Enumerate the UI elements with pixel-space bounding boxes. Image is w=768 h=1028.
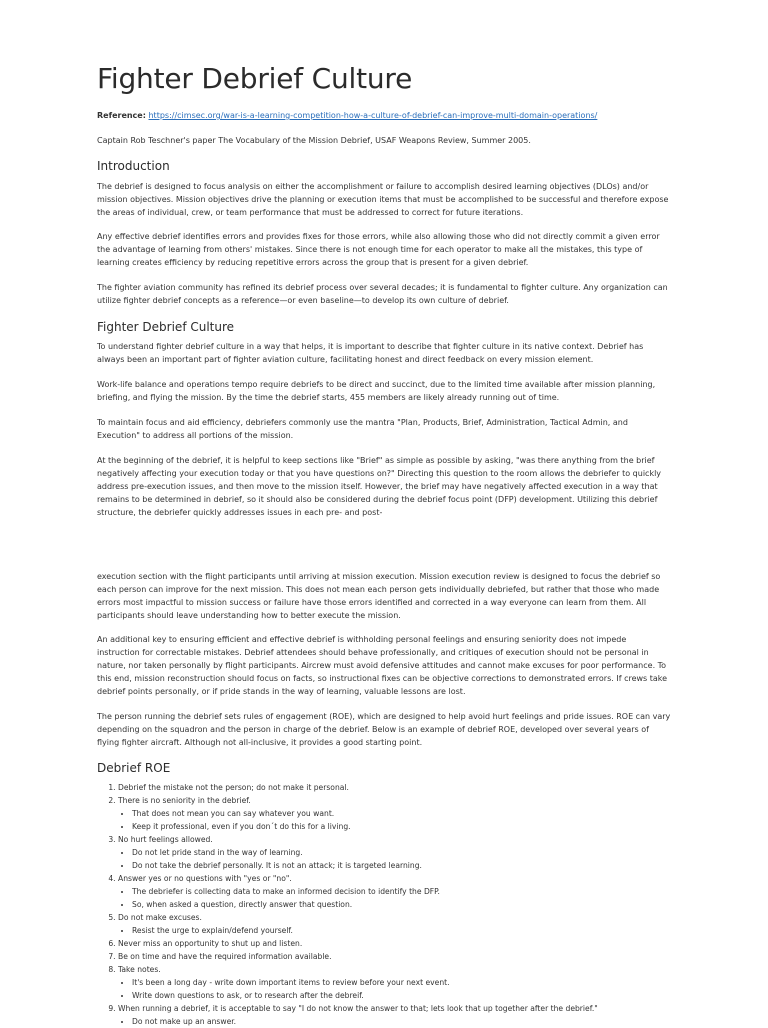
roe-item (118, 937, 671, 950)
roe-item-text: Do not make excuses. (118, 913, 202, 922)
culture-paragraph-7: The person running the debrief sets rules of engagement (ROE), which are designed to help avoid hurt feelings and pride issues. ROE can vary depending on the squadron and the person in charge of the debrief. Below is an example of debrief ROE, developed over several years of flying fighter aircraft. Although not all-inclusive, it provides a good starting point. (97, 712, 671, 747)
roe-subitem: • It's been a long day - write down important items to review before your next event. (132, 976, 671, 989)
roe-item (118, 950, 671, 963)
roe-sublist (118, 1015, 671, 1028)
reference-link[interactable]: https://cimsec.org/war-is-a-learning-competition-how-a-culture-of-debrief-can-improve-multi-domain-operations/ (148, 111, 598, 120)
roe-sublist (118, 807, 671, 833)
roe-list (97, 781, 671, 1028)
intro-paragraph-2: Any effective debrief identifies errors and provides fixes for those errors, while also allowing those who did not directly commit a given error the advantage of learning from others' mistakes. Since there is not enough time for each operator to make all the mistakes, this type of learning creates efficiency by reducing repetitive errors across the group that is present for a given debrief. (97, 232, 660, 267)
roe-item-text: Take notes. (118, 965, 161, 974)
roe-item (118, 963, 671, 1002)
roe-item-text: When running a debrief, it is acceptable to say "I do not know the answer to that; lets look that up together after the debrief." (118, 1004, 598, 1013)
roe-heading: Debrief ROE (97, 761, 171, 775)
roe-item-text: Be on time and have the required information available. (118, 952, 332, 961)
source-note: Captain Rob Teschner's paper The Vocabulary of the Mission Debrief, USAF Weapons Review, Summer 2005. (97, 136, 531, 145)
culture-paragraph-4: At the beginning of the debrief, it is helpful to keep sections like "Brief" as simple as possible by asking, "was there anything from the brief negatively affecting your execution today or that you have questions on?" Directing this question to the room allows the debriefer to quickly address pre-execution issues, and then move to the mission itself. However, the brief may have negatively affected execution in a way that remains to be determined in debrief, so it should also be considered during the debrief focus point (DFP) development. Utilizing this debrief structure, the debriefer quickly addresses issues in each pre- and post- (97, 456, 662, 517)
roe-item (118, 781, 671, 794)
culture-paragraph-1: To understand fighter debrief culture in a way that helps, it is important to describe that fighter culture in its native context. Debrief has always been an important part of fighter aviation culture, facilitating honest and direct feedback on every mission element. (97, 342, 644, 364)
roe-subitem: • Write down questions to ask, or to research after the debreif. (132, 989, 671, 1002)
intro-heading: Introduction (97, 159, 170, 173)
roe-subitem: • That does not mean you can say whatever you want. (132, 807, 671, 820)
roe-subitem: • The debriefer is collecting data to make an informed decision to identify the DFP. (132, 885, 671, 898)
roe-item (118, 1002, 671, 1028)
roe-item-text: Answer yes or no questions with "yes or "no". (118, 874, 292, 883)
roe-subitem: • Do not take the debrief personally. It is not an attack; it is targeted learning. (132, 859, 671, 872)
roe-subitem: • Do not make up an answer. (132, 1015, 671, 1028)
roe-subitem: • Keep it professional, even if you don´t do this for a living. (132, 820, 671, 833)
culture-paragraph-5: execution section with the flight participants until arriving at mission execution. Mission execution review is designed to focus the debrief so each person can improve for the next mission. This does not mean each person gets individually debriefed, but rather that those who made errors most impactful to mission success or failure have those errors identified and corrected in a way everyone can learn from them. All participants should leave understanding how to better execute the mission. (97, 572, 661, 620)
page-title: Fighter Debrief Culture (97, 62, 413, 95)
roe-sublist (118, 846, 671, 872)
culture-paragraph-2: Work-life balance and operations tempo require debriefs to be direct and succinct, due to the limited time available after mission planning, briefing, and flying the mission. By the time the debrief starts, 455 members are likely already running out of time. (97, 380, 656, 402)
intro-paragraph-3: The fighter aviation community has refined its debrief process over several decades; it is fundamental to fighter culture. Any organization can utilize fighter debrief concepts as a reference—or even baseline—to develop its own culture of debrief. (97, 283, 668, 305)
roe-sublist (118, 885, 671, 911)
roe-item (118, 911, 671, 937)
reference-label: Reference: (97, 111, 146, 120)
culture-heading: Fighter Debrief Culture (97, 320, 235, 334)
intro-paragraph-1: The debrief is designed to focus analysis on either the accomplishment or failure to accomplish desired learning objectives (DLOs) and/or mission objectives. Mission objectives drive the planning or execution items that must be accomplished to be successful and therefore expose the areas of individual, crew, or team performance that must be addressed to correct for future iterations. (97, 182, 669, 217)
roe-list-container (97, 781, 671, 1028)
roe-subitem: • Resist the urge to explain/defend yourself. (132, 924, 671, 937)
roe-item-text: No hurt feelings allowed. (118, 835, 213, 844)
roe-item-text: Debrief the mistake not the person; do not make it personal. (118, 783, 349, 792)
roe-sublist (118, 976, 671, 1002)
roe-item (118, 872, 671, 911)
roe-item-text: There is no seniority in the debrief. (118, 796, 251, 805)
roe-item (118, 833, 671, 872)
roe-subitem: • Do not let pride stand in the way of learning. (132, 846, 671, 859)
roe-sublist (118, 924, 671, 937)
roe-subitem: • So, when asked a question, directly answer that question. (132, 898, 671, 911)
reference-line (97, 109, 671, 122)
roe-item (118, 794, 671, 833)
culture-paragraph-3: To maintain focus and aid efficiency, debriefers commonly use the mantra "Plan, Products, Brief, Administration, Tactical Admin, and Execution" to address all portions of the mission. (97, 418, 628, 440)
culture-paragraph-6: An additional key to ensuring efficient and effective debrief is withholding personal feelings and ensuring seniority does not impede instruction for correctable mistakes. Debrief attendees should behave professionally, and critiques of execution should not be personal in nature, nor taken personally by flight participants. Aircrew must avoid defensive attitudes and cannot make excuses for poor performance. To this end, mission reconstruction should focus on facts, so instructional fixes can be objective corrections to demonstrated errors. If crews take debrief points personally, or if pride stands in the way of learning, valuable lessons are lost. (97, 635, 668, 696)
roe-item-text: Never miss an opportunity to shut up and listen. (118, 939, 303, 948)
